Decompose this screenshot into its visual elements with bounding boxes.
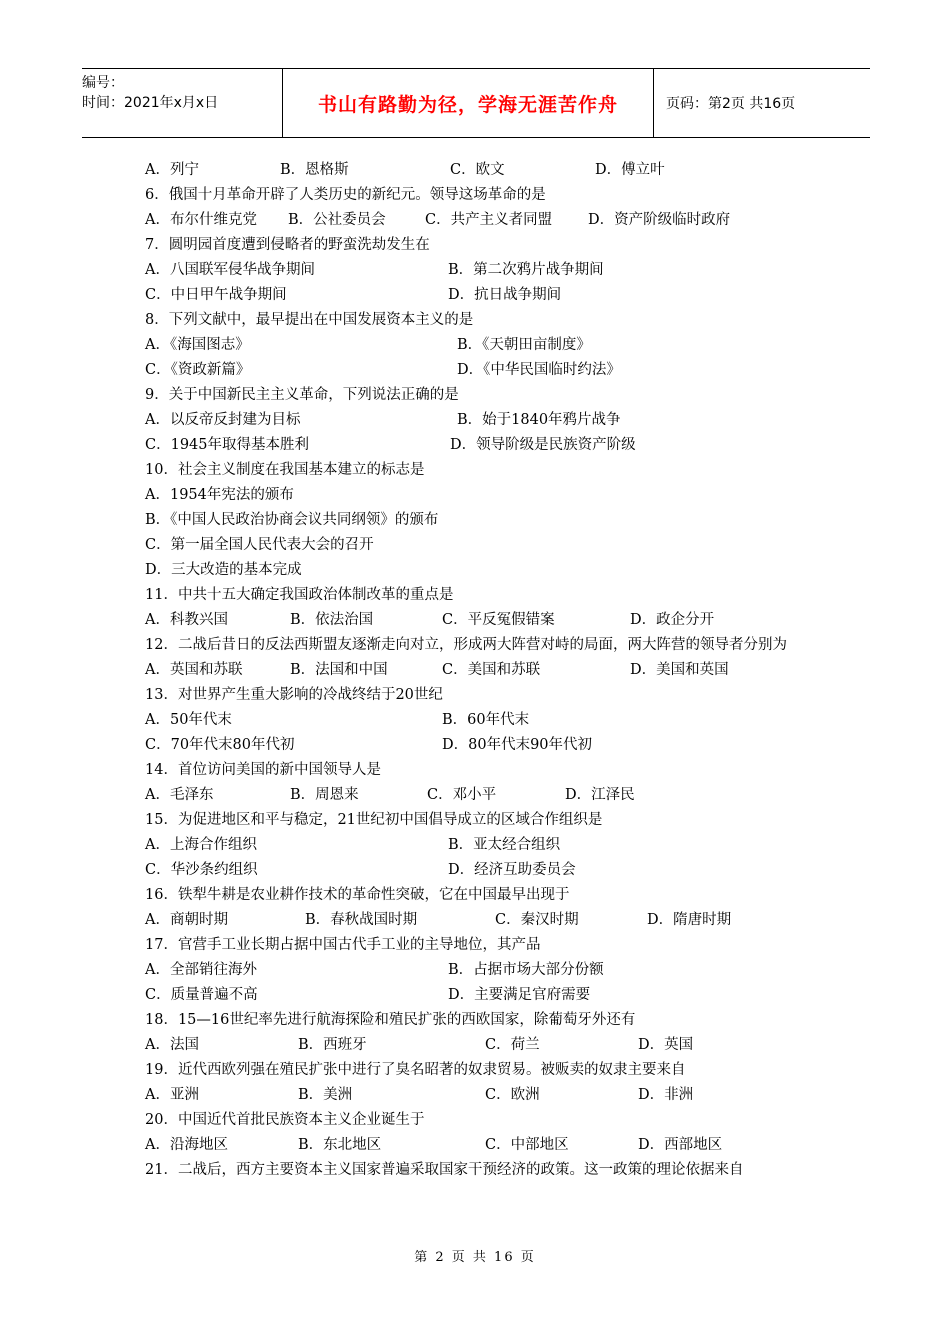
option-b: B．始于1840年鸦片战争 [457, 412, 621, 428]
option-b: B．春秋战国时期 [305, 912, 418, 928]
option-a: A．八国联军侵华战争期间 [145, 262, 315, 278]
option-c: C．平反冤假错案 [442, 612, 555, 628]
option-d: D．经济互助委员会 [448, 862, 576, 878]
option-b: B．法国和中国 [290, 662, 388, 678]
options-row [145, 333, 825, 358]
document-number-label: 编号： [82, 75, 124, 91]
options-row [145, 958, 825, 983]
options-row [145, 283, 825, 308]
option-c: C．邓小平 [427, 787, 497, 803]
question-stem: 21．二战后，西方主要资本主义国家普遍采取国家干预经济的政策。这一政策的理论依据来自 [145, 1162, 744, 1178]
option-b: B．占据市场大部分份额 [448, 962, 604, 978]
options-row [145, 783, 825, 808]
option-c: C．美国和苏联 [442, 662, 541, 678]
option-a: A．法国 [145, 1037, 199, 1053]
question-stem: 7．圆明园首度遭到侵略者的野蛮洗劫发生在 [145, 237, 430, 253]
header-meta [82, 69, 282, 137]
options-row [145, 908, 825, 933]
question-stem: 12．二战后昔日的反法西斯盟友逐渐走向对立，形成两大阵营对峙的局面，两大阵营的领导者分别为 [145, 637, 787, 653]
options-row [145, 208, 825, 233]
options-row [145, 733, 825, 758]
option-b: B．《天朝田亩制度》 [457, 337, 591, 353]
option-b: B．美洲 [298, 1087, 353, 1103]
option-a: A．毛泽东 [145, 787, 214, 803]
question-stem: 18．15—16世纪率先进行航海探险和殖民扩张的西欧国家，除葡萄牙外还有 [145, 1012, 636, 1028]
options-row [145, 608, 825, 633]
option-d: D．政企分开 [630, 612, 715, 628]
options-row [145, 1133, 825, 1158]
page-footer: 第 2 页 共 16 页 [414, 1250, 536, 1265]
question-stem: 16．铁犁牛耕是农业耕作技术的革命性突破，它在中国最早出现于 [145, 887, 570, 903]
options-row [145, 433, 825, 458]
option-d: D．隋唐时期 [647, 912, 732, 928]
options-row [145, 358, 825, 383]
option-a: A．科教兴国 [145, 612, 228, 628]
options-row [145, 858, 825, 883]
question-stem: 10．社会主义制度在我国基本建立的标志是 [145, 462, 425, 478]
option-a: A．英国和苏联 [145, 662, 243, 678]
option-c: C．1945年取得基本胜利 [145, 437, 309, 453]
option-a: A．1954年宪法的颁布 [145, 487, 294, 503]
option-b: B．亚太经合组织 [448, 837, 561, 853]
option-b: B．东北地区 [298, 1137, 382, 1153]
options-row [145, 983, 825, 1008]
option-d: D．三大改造的基本完成 [145, 562, 302, 578]
option-a: A．以反帝反封建为目标 [145, 412, 301, 428]
option-a: A．列宁 [145, 162, 199, 178]
option-a: A．亚洲 [145, 1087, 199, 1103]
header-page-code: 页码：第2页 共16页 [666, 96, 796, 112]
option-d: D．资产阶级临时政府 [588, 212, 731, 228]
option-c: C．中部地区 [485, 1137, 569, 1153]
options-row [145, 408, 825, 433]
option-b: B．依法治国 [290, 612, 374, 628]
option-b: B．公社委员会 [288, 212, 386, 228]
option-c: C．共产主义者同盟 [425, 212, 553, 228]
option-d: D．抗日战争期间 [448, 287, 562, 303]
question-stem: 11．中共十五大确定我国政治体制改革的重点是 [145, 587, 454, 603]
option-b: B．恩格斯 [280, 162, 349, 178]
option-d: D．江泽民 [565, 787, 635, 803]
option-c: C．荷兰 [485, 1037, 540, 1053]
option-a: A．《海国图志》 [145, 337, 250, 353]
question-stem: 15．为促进地区和平与稳定，21世纪初中国倡导成立的区域合作组织是 [145, 812, 603, 828]
option-a: A．50年代末 [145, 712, 232, 728]
option-b: B．西班牙 [298, 1037, 367, 1053]
options-row [145, 158, 825, 183]
question-stem: 19．近代西欧列强在殖民扩张中进行了臭名昭著的奴隶贸易。被贩卖的奴隶主要来自 [145, 1062, 686, 1078]
option-c: C．第一届全国人民代表大会的召开 [145, 537, 374, 553]
option-b: B．60年代末 [442, 712, 530, 728]
option-d: D．美国和英国 [630, 662, 729, 678]
question-stem: 14．首位访问美国的新中国领导人是 [145, 762, 381, 778]
question-stem: 8．下列文献中，最早提出在中国发展资本主义的是 [145, 312, 474, 328]
header-motto: 书山有路勤为径，学海无涯苦作舟 [282, 69, 654, 137]
option-a: A．商朝时期 [145, 912, 228, 928]
option-a: A．上海合作组织 [145, 837, 257, 853]
question-stem: 17．官营手工业长期占据中国古代手工业的主导地位，其产品 [145, 937, 541, 953]
option-a: A．沿海地区 [145, 1137, 228, 1153]
option-c: C．华沙条约组织 [145, 862, 258, 878]
option-d: D．英国 [638, 1037, 694, 1053]
options-row [145, 708, 825, 733]
option-b: B．《中国人民政治协商会议共同纲领》的颁布 [145, 512, 439, 528]
question-stem: 9．关于中国新民主主义革命，下列说法正确的是 [145, 387, 459, 403]
options-row [145, 258, 825, 283]
options-row [145, 658, 825, 683]
option-c: C．秦汉时期 [495, 912, 579, 928]
option-d: D．80年代末90年代初 [442, 737, 593, 753]
option-c: C．《资政新篇》 [145, 362, 251, 378]
question-stem: 6．俄国十月革命开辟了人类历史的新纪元。领导这场革命的是 [145, 187, 546, 203]
option-d: D．《中华民国临时约法》 [457, 362, 621, 378]
options-row [145, 833, 825, 858]
option-d: D．主要满足官府需要 [448, 987, 591, 1003]
question-stem: 13．对世界产生重大影响的冷战终结于20世纪 [145, 687, 443, 703]
option-c: C．欧洲 [485, 1087, 540, 1103]
option-d: D．西部地区 [638, 1137, 723, 1153]
option-c: C．中日甲午战争期间 [145, 287, 287, 303]
question-list [145, 158, 825, 1183]
page-header [82, 68, 870, 138]
options-row [145, 1083, 825, 1108]
option-a: A．布尔什维克党 [145, 212, 257, 228]
option-d: D．领导阶级是民族资产阶级 [450, 437, 636, 453]
option-c: C．欧文 [450, 162, 505, 178]
option-c: C．质量普遍不高 [145, 987, 258, 1003]
document-date: 时间：2021年x月x日 [82, 95, 219, 111]
option-a: A．全部销往海外 [145, 962, 257, 978]
question-stem: 20．中国近代首批民族资本主义企业诞生于 [145, 1112, 425, 1128]
option-d: D．傅立叶 [595, 162, 665, 178]
option-b: B．第二次鸦片战争期间 [448, 262, 604, 278]
option-d: D．非洲 [638, 1087, 694, 1103]
option-b: B．周恩来 [290, 787, 359, 803]
options-row [145, 1033, 825, 1058]
option-c: C．70年代末80年代初 [145, 737, 295, 753]
